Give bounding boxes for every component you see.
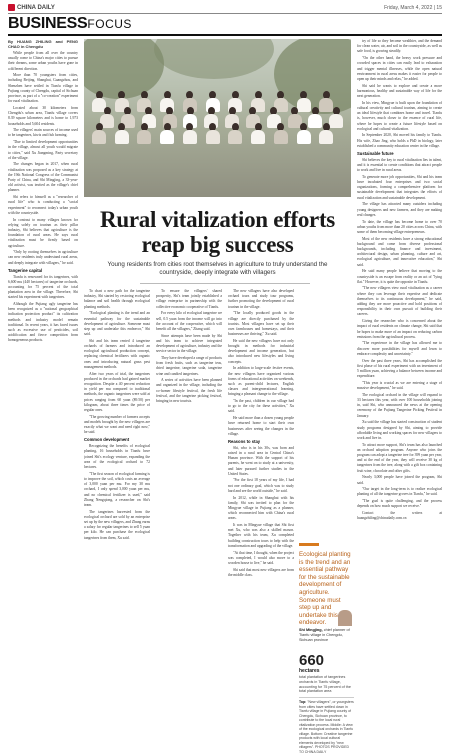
col2-paragraphs: [84, 289, 150, 435]
paragraph: To ensure the villagers' shared prosperity, Shi's team jointly established a village enterprise in partnership with the collective economic cooperative of Tianfu.: [156, 289, 222, 309]
col3-paragraphs: [156, 289, 222, 404]
paragraph: "Our target in the long-term is to realize ecological planting of all the tangerine groves in Tianfu," he said.: [357, 487, 442, 497]
paragraph: In 2012, while in Shanghai with his family, Shi was invited to plan for the Mingyue village in Pujiang as a planner, which reconnected him with China's rural areas.: [228, 495, 294, 521]
paragraph: Xu said the village has started construction of student study programs designed by Shi, aiming to provide affordable living and working spaces for new villagers to work and live in.: [357, 420, 442, 440]
person-figure: [297, 123, 311, 144]
date-page-line: Friday, March 4, 2022 | 15: [384, 5, 442, 11]
paragraph: For every kilo of ecological tangerine we sell, 0.5 yuan from the income will go into the account of the cooperative, which will benefit all the villagers," Zhang said.: [156, 311, 222, 331]
paragraph: "On the other hand, the heavy work pressure and crowded spaces in cities can easily lead to exhaustion and trigger mental illnesses, while the open natural environment in rural areas makes it easier for people to open up their minds and relax," he added.: [357, 56, 442, 81]
paragraph: After two years of trial, the tangerines produced in the orchards had gained market recognition. Despite a 40 percent reduction in yield per mu compared to traditional methods, the organic tangerines were sold at prices ranging from 60 yuan ($9.50) per kilogram, about three times the price of regular ones.: [84, 371, 150, 412]
paragraph: The new villagers have also developed orchard tours and study tour programs, further promoting the development of rural tourism in the village.: [228, 289, 294, 309]
person-figure: [160, 123, 174, 144]
paragraph: Shi said that most new villagers are from the middle class.: [228, 567, 294, 577]
paragraph: Nearly 3,000 people have joined the program, Shi said.: [357, 475, 442, 485]
pullquote-name: Shi Mingjing,: [299, 628, 323, 632]
person-figure: [274, 123, 288, 144]
paragraph: To attract more support, Shi's team has also launched an orchard adoption program. Anyone who joins the program can adopt a tangerine tree for 399 yuan per year, and at the end of the year, they will receive 30 kg of tangerines from the tree, along with a gift box containing fruit wine, chocolate and other gifts.: [357, 442, 442, 473]
paragraph: "At that time, I thought, when the project was completed, I would also move to a wooden house to live," he said.: [228, 550, 294, 565]
paragraph: In his view, Mingyue is built upon the foundation of cultural creativity and cultural tourism, aiming to create an ideal lifestyle that combines home and travel. Tianfu is, however, much closer to the essence of rural life, where he hopes to create a future lifestyle based on ecological and cultural vitalization.: [357, 100, 442, 131]
paragraph: He said more than a dozen young people have returned home to start their own businesses after seeing the changes in the village.: [228, 416, 294, 436]
group-photo: [84, 39, 351, 197]
article-column-3: [156, 289, 222, 743]
col1-paragraphs: [8, 51, 78, 266]
paragraph: "The goal is quite challenging, and the process depends on how much support we receive.": [357, 499, 442, 509]
paragraph: The ecological orchard in the village will expand to 33 hectares this year, with over 100 households joining in, said Shi, who announced the news at the opening ceremony of the Pujiang Tangerine Picking Festival in January.: [357, 392, 442, 418]
stat-number: 660: [299, 652, 325, 669]
pullquote-attribution: [299, 628, 354, 643]
paragraph: "The locally produced goods in the village are directly purchased by the tourists. Most villagers have set up their own farmhouses and homestays, and their businesses are thriving," Xu said.: [228, 311, 294, 337]
paragraph: A series of activities have been planned and organized in the village, including the co-farmer lifestyle festival, the fresh life festival, and the tangerine picking festival, bringing in new tourists.: [156, 378, 222, 404]
paragraph: Shi refers to himself as a "researcher of rural life" who is conducting a "social experiment" to reconnect today's urban youth with the countryside.: [8, 195, 78, 215]
paragraph: "The first season of ecological farming is to improve the soil, which costs an average of 3,000 yuan per mu. For my 30 mu orchard, I only spend 3,000 yuan per mu, and no chemical fertilizer is used," said Zhang Nengqiong, a researcher on Shi's team.: [84, 471, 150, 507]
subhead-sustainable-future: Sustainable future: [357, 151, 394, 157]
speaker-portrait: [338, 610, 352, 626]
caption-text: "New villagers", or youngsters from cities have settled down in Tianfu village in Pujiang county of Chengdu, Sichuan province, to contribute to the local rural vitalization process. Middle: A view of the ecological orchards in Tianfu village. Bottom: Creative tangerine products with local cultural elements developed by "new villagers". PHOTOS PROVIDED TO CHINA DAILY: [299, 700, 354, 754]
person-figure: [137, 123, 151, 144]
paragraph: "The new villagers view rural vitalization as a career where they can leverage their expertise and dedicate themselves to its continuous development," he said, adding they are more proactive and hold positions of responsibility in their own pursuit of building their careers.: [357, 286, 442, 317]
paragraph: In contrast to many villages known for relying solely on tourism as their pillar industry, Shi believes that agriculture is the foundation of rural areas. He says rural vitalization must be firmly based on agriculture.: [8, 217, 78, 248]
paragraph: More than 70 youngsters from cities, including Beijing, Shanghai, Guangzhou, and Shenzhen have settled in Tianfu village in Pujiang county of Chengdu, capital of Sichuan province, as part of a "co-creation" experiment for rural vitalization.: [8, 73, 78, 104]
section-main: BUSINESS: [8, 15, 88, 32]
person-figure: [115, 123, 129, 144]
paragraph: Shi, who is in his 30s, was born and raised in a rural area in Central China's Hunan province. With the support of his parents, he went on to study at a university, and later pursued further studies in the United States.: [228, 445, 294, 476]
paragraph: He said the new villagers have not only brought in methods for industrial development and income generation, but also introduced new lifestyles and living concepts.: [228, 338, 294, 364]
pullquote: Ecological planting is the trend and an essential pathway for the sustainable development of agriculture. Someone must step up and undertake this endeavor.: [299, 551, 351, 627]
header-divider: [8, 13, 442, 14]
stat-unit: hectares: [299, 668, 320, 674]
stat-description: total plantation of tangerines orchards in Tianfu village, accounting for 75 percent of the total plantation area: [299, 675, 351, 694]
paragraph: They have developed a range of products from fresh fruits, such as tangerine teas, dried tangerine, tangerine soda, tangerine wine and candied tangerines.: [156, 355, 222, 376]
paragraph: Although the Pujiang ugly tangerine has been recognized as a "national geographical indication protection product" its cultivation methods and industry model remain traditional. In recent years, it has faced issues such as excessive use of pesticides, soil acidification and fierce competition from homogeneous products.: [8, 302, 78, 343]
deck-subtitle: Young residents from cities root themselves in agriculture to truly understand the countryside, deeply integrate with villagers: [107, 261, 328, 276]
paragraph: Over the past three years, Shi has accomplished the first phase of his rural experiment with an investment of 5 million yuan, achieving a balance between income and expenditure.: [357, 358, 442, 379]
paragraph: Recognizing the benefits of ecological planting, 16 households in Tianfu have joined Shi's ecology venture, expanding the area of the ecological orchard to 72 hectares.: [84, 444, 150, 469]
paragraph: To chart a new path for the tangerine industry, Shi started by restoring ecological balance and soil health through ecological planting methods.: [84, 289, 150, 309]
paragraph: Shi said he wants to explore and create a more harmonious, healthy and sustainable way of life for the next generation.: [357, 83, 442, 99]
paragraph: "For the first 18 years of my life, I had not one ordinary goal, which was to study hard and see the world outside," he said.: [228, 478, 294, 493]
col4b-paragraphs: [228, 446, 294, 578]
photo-caption: [299, 700, 354, 754]
section-sub: FOCUS: [87, 17, 132, 31]
paragraph: "Only by rooting themselves in agriculture can new residents truly understand rural areas, and deeply integrate with villagers," he said.: [8, 250, 78, 265]
china-daily-logo-icon: [8, 4, 15, 11]
newspaper-logo: [8, 4, 55, 11]
paragraph: "Due to limited development opportunities in the village, almost all youth would migrate to cities," said Xu Jiangming, Party secretary of the village.: [8, 140, 78, 160]
col2b-paragraphs: [84, 444, 150, 541]
paragraph: In September 2020, Shi moved his family to Tianfu. His wife, Zhao Jing, who holds a PhD in biology, later established a community education center in the village.: [357, 133, 442, 148]
paragraph: To date, the village has become home to over 70 urban youths from more than 20 cities across China, with some of them becoming village entrepreneurs.: [357, 219, 442, 234]
paragraph: "This year is crucial as we are entering a stage of massive development," he said.: [357, 380, 442, 391]
article-column-1: [8, 39, 78, 743]
paragraph: "Ecological planting is the trend and an essential pathway for the sustainable development of agriculture. Someone must step up and undertake this endeavor," Shi said.: [84, 311, 150, 337]
col1b-paragraphs: [8, 275, 78, 344]
caption-label: Top:: [299, 700, 307, 704]
paragraph: "The experience in the village has allowed me to discover more possibilities for myself and learn to embrace complexity and uncertainty.": [357, 341, 442, 356]
paragraph: Giving the researcher who is concerned about the impact of rural residents on climate change, Shi said that he hopes to make more of an impact on reducing carbon emissions from the agricultural process.: [357, 319, 442, 339]
paragraph: Most of the new residents have a strong educational background and come from diverse professional backgrounds, including finance and investment, architectural design, urban planning, culture and art, ecological agriculture, and innovative education," Shi said.: [357, 236, 442, 267]
paragraph: Shi believes the key to rural vitalization lies in talent, and it is essential to create conditions that attract people to work and live in rural areas.: [357, 157, 442, 173]
byline: By HUANG ZHILING and PENG CHAO in Chengdu: [8, 39, 78, 50]
paragraph: The changes began in 2017, when rural vitalization was proposed as a key strategy at the 19th National Congress of the Communist Party of China, and Shi Mingjing, a 33-year-old activist, was invited as the village's chief planner.: [8, 162, 78, 193]
col5b-paragraphs: [357, 158, 442, 218]
article-column-4b-continuation: [299, 289, 354, 539]
paragraph: Contact the writers at huangzhiling@chinadaily.com.cn: [357, 511, 442, 521]
paragraph: "In the past, children in our village had to go to the city for these activities," Xu said.: [228, 399, 294, 414]
subhead-tangerine-capital: Tangerine capital: [8, 267, 43, 273]
stat-divider: [299, 697, 354, 698]
section-title: [8, 15, 132, 33]
paragraph: To generate more job opportunities, Shi and his team have incubated four enterprises and two social organizations, forming a comprehensive platform for sustainable development that integrates the efforts of rural vitalization and sustainable development.: [357, 174, 442, 200]
paragraph: Tianfu is renowned for its tangerines, with 6,600 mu (440 hectares) of tangerine orchards, accounting for 75 percent of the total plantation area in the village. Therefore, Shi started his experiment with tangerines.: [8, 274, 78, 300]
person-figure: [228, 123, 242, 144]
person-figure: [206, 123, 220, 144]
pullquote-accent-bar: [299, 543, 319, 546]
logo-text: CHINA DAILY: [17, 5, 55, 12]
paragraph: The villagers' main sources of income used to be tangerines, kiwis and fish farming.: [8, 128, 78, 138]
person-figure: [183, 123, 197, 144]
article-column-5: [357, 39, 442, 743]
paragraph: In addition to large-scale festive events, the new villagers have organized various forms of educational activities on weekends, such as parent-child lectures, English classes and intergenerational learning, bringing a pleasant change to the village.: [228, 366, 294, 397]
article-column-4: [228, 289, 294, 743]
person-figure: [92, 123, 106, 144]
paragraph: He said many people believe that moving to the countryside is an escape from reality or an act of "lying flat." However, it is quite the opposite in Tianfu.: [357, 269, 442, 284]
paragraph: Since attempts have been made by Shi and his team to achieve integrated development of agriculture, industry and the service sector in the village.: [156, 333, 222, 354]
paragraph: Shi and his team rented 4 tangerine orchards of farmers and introduced an ecological agricultural production concept, replacing chemical fertilizers with organic ones and introducing natural grass pest management methods.: [84, 338, 150, 369]
subhead-reasons-to-stay: Reasons to stay: [228, 438, 261, 444]
col5-paragraphs: [357, 39, 442, 149]
paragraph: It was in Mingyue village that Shi first met Xu, who was also a skilled mason. Together with his team, Xu completed building construction tours to help with the transformation and upgrading of the village.: [228, 523, 294, 548]
article-column-2: [84, 289, 150, 743]
pullquote-title: chief planner of Tianfu village in Chengdu, Sichuan province: [299, 628, 350, 642]
paragraph: "The growing number of farmers accepts and models brought by the new villagers are exactly what we want and need right now," he said.: [84, 414, 150, 435]
paragraph: The village has attracted many outsiders including young designers and new farmers, and they are making real changes.: [357, 202, 442, 217]
paragraph: Located about 30 kilometers from Chengdu's urban area, Tianfu village covers 8.39 square kilometers and is home to 1,973 households and 5,604 residents.: [8, 105, 78, 126]
person-figure: [251, 123, 265, 144]
subhead-common-development: Common development: [84, 437, 130, 443]
section-divider: [8, 34, 442, 36]
deck-divider: [140, 283, 310, 284]
paragraph: try of life so they become wealthier, and the demand for clean water, air, and soil in the countryside, as well as safe food, is growing steadily.: [357, 39, 442, 54]
col6-paragraphs: [357, 220, 442, 522]
col4-paragraphs: [228, 289, 294, 437]
paragraph: The tangerines harvested from the ecological orchard are sold by an enterprise set up by the new villagers, and Zhang earns a salary for regular tangerines to sell 5 yuan per kilo. He can purchase the ecological tangerines from them, Xu said.: [84, 509, 150, 540]
person-figure: [319, 123, 333, 144]
paragraph: While people from all over the country usually come to China's major cities to pursue their dreams, some urban youths have gone in a different direction.: [8, 50, 78, 71]
headline: Rural vitalization efforts reap big success: [100, 207, 335, 257]
